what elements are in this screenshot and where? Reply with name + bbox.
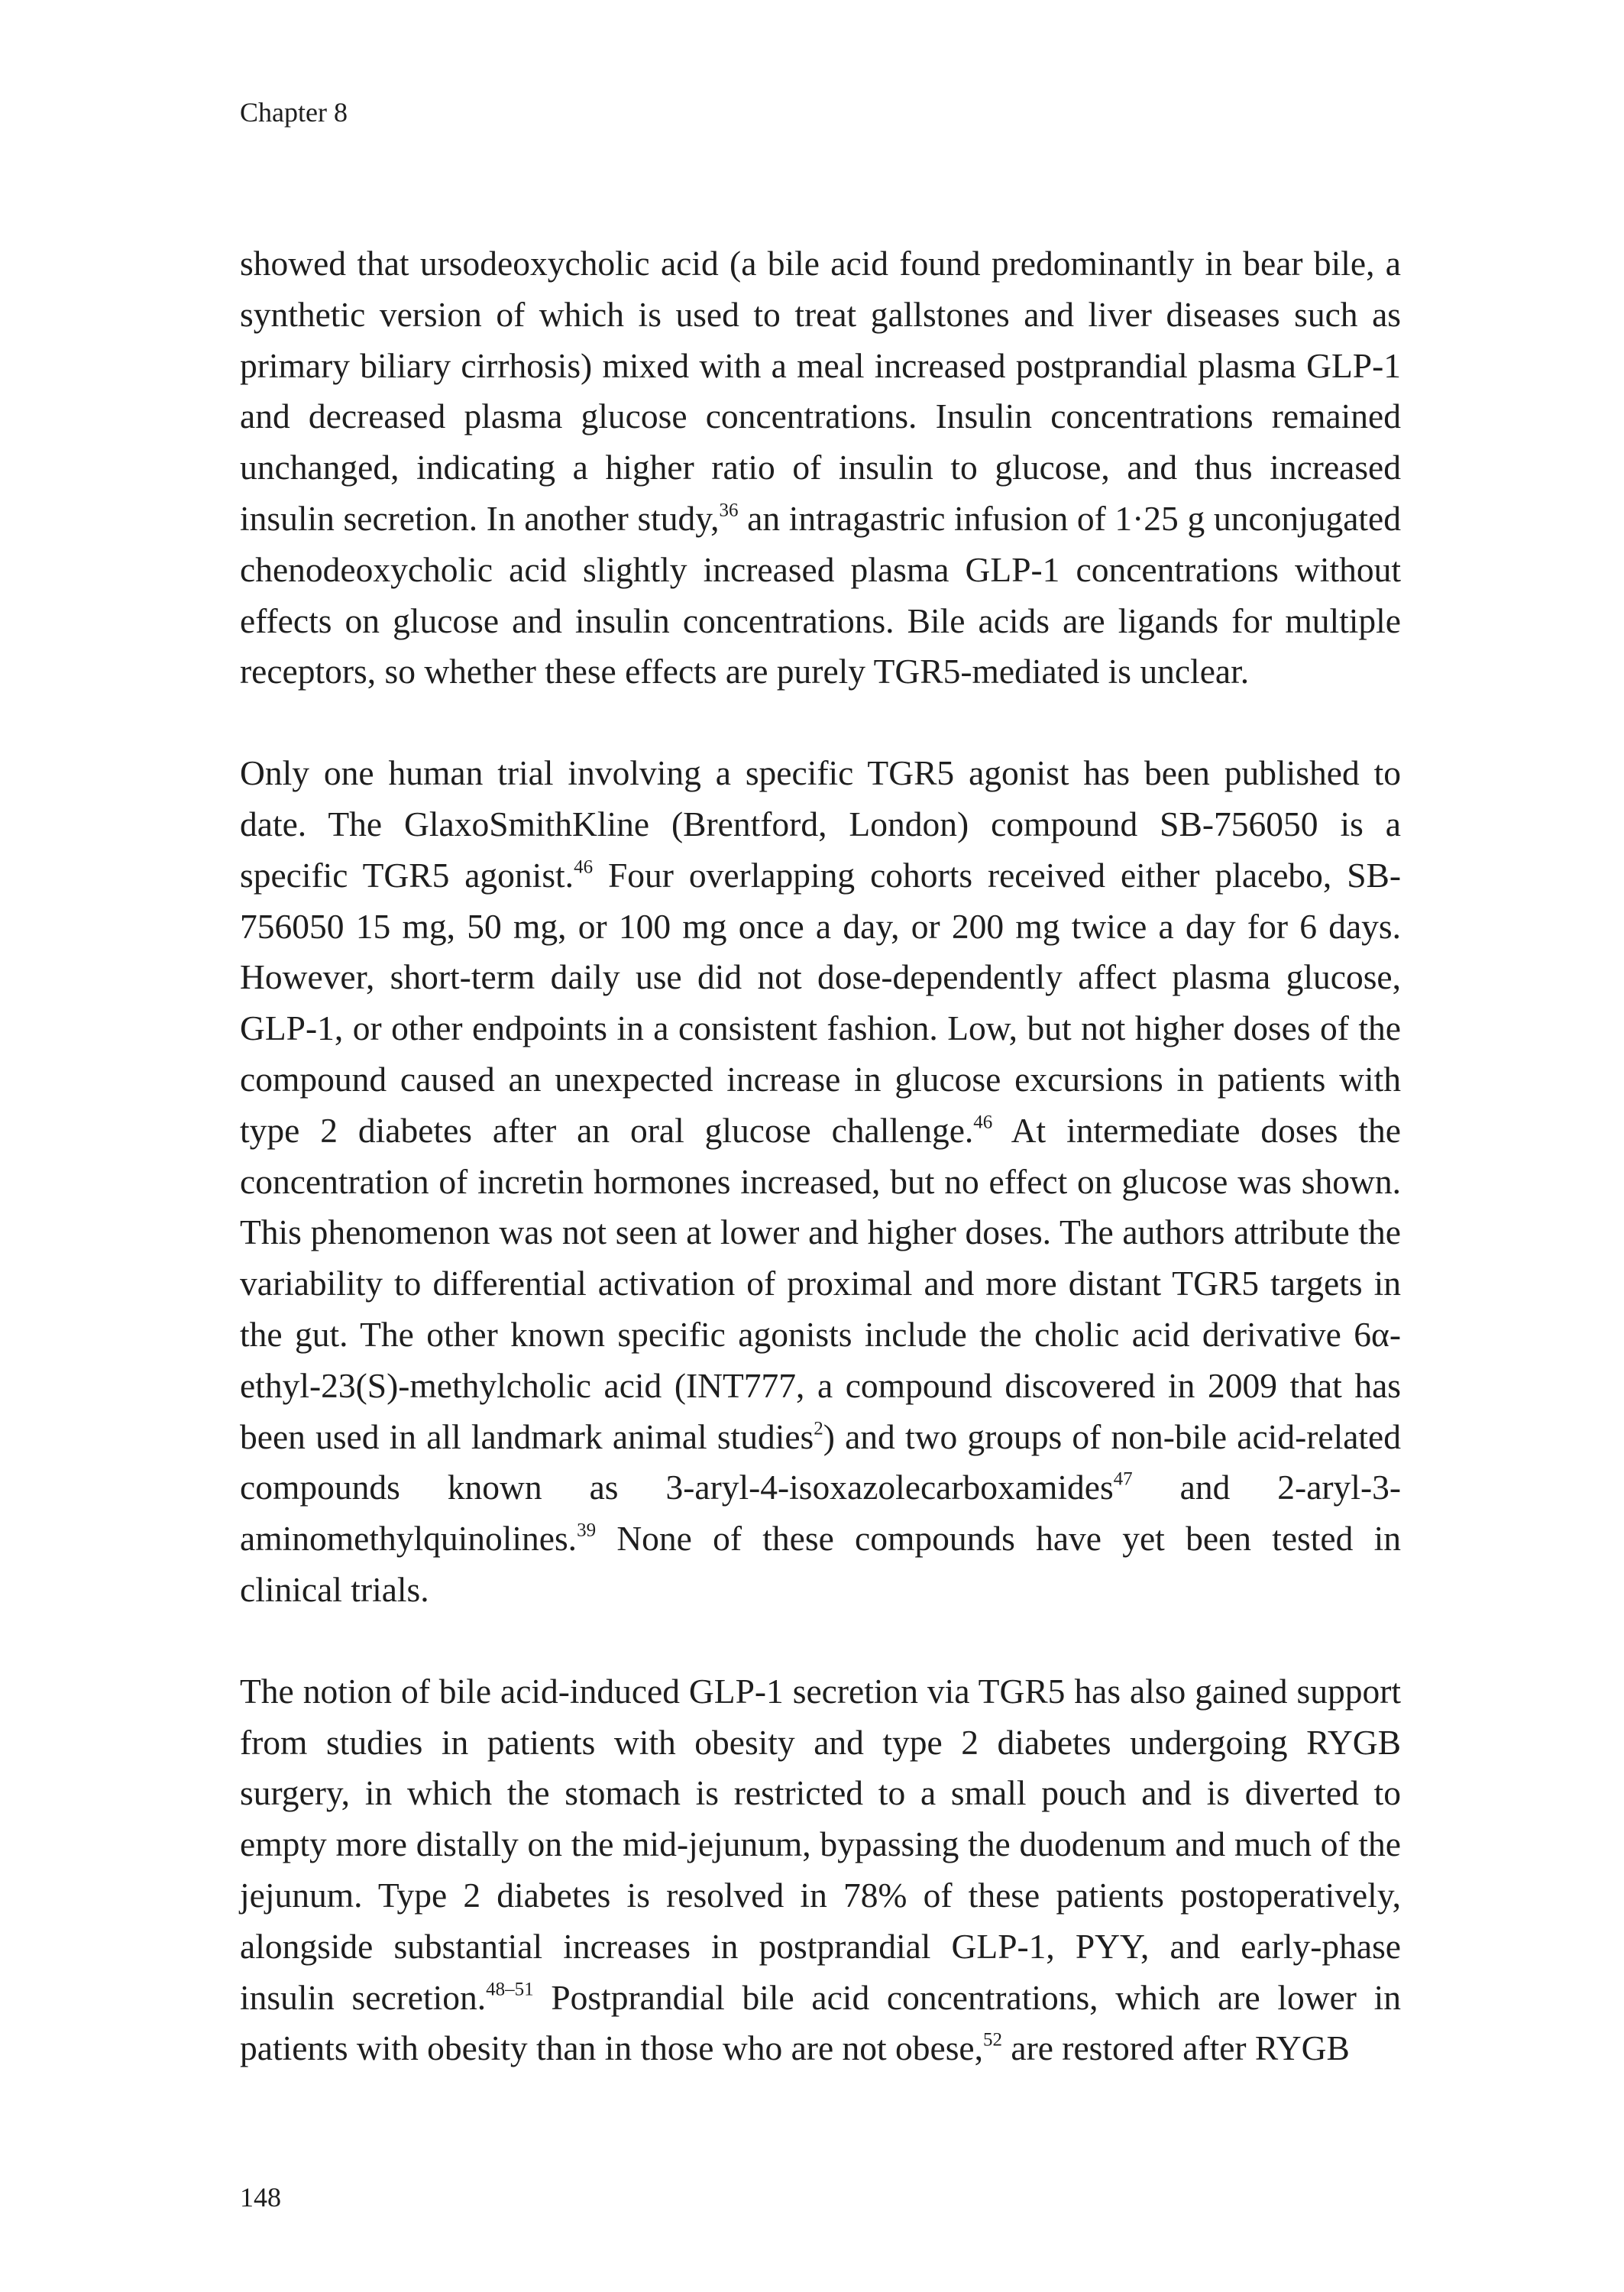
text-run: At intermediate doses the concentration of incretin hormones increased, but no effect on glucose was shown. This phenomenon was not seen at lower and higher doses. The authors attribute the variability to differential activation of proximal and more distant TGR5 targets in the gut. The other known specific agonists include the cholic acid derivative 6α-ethyl-23(S)-methylcholic acid (INT777, a compound discovered in 2009 that has been used in all landmark animal studies bbox=[240, 1110, 1401, 1456]
citation-superscript: 47 bbox=[1113, 1468, 1133, 1490]
text-run: ) and two groups of non-bile acid-related compounds known as 3-aryl-4-isoxazolecarboxamides bbox=[240, 1416, 1401, 1507]
text-run: None of these compounds have yet been tested in clinical trials. bbox=[240, 1519, 1401, 1609]
text-run: Postprandial bile acid concentrations, which are lower in patients with obesity than in those who are not obese, bbox=[240, 1977, 1402, 2068]
text-run: Only one human trial involving a specific TGR5 agonist has been published to date. The GlaxoSmithKline (Brentford, London) compound SB-756050 is a specific TGR5 agonist. bbox=[240, 753, 1401, 895]
text-run: showed that ursodeoxycholic acid (a bile acid found predominantly in bear bile, a synthetic version of which is used to treat gallstones and liver diseases such as primary biliary cirrhosis) mixed with a meal increased postprandial plasma GLP-1 and decreased plasma glucose concentrations. Insulin concentrations remained unchanged, indicating a higher ratio of insulin to glucose, and thus increased insulin secretion. In another study, bbox=[240, 244, 1401, 538]
citation-superscript: 36 bbox=[719, 500, 739, 521]
text-run: Four overlapping cohorts received either placebo, SB-756050 15 mg, 50 mg, or 100 mg once a day, or 200 mg twice a day for 6 days. However, short-term daily use did not dose-dependently affect plasma glucose, GLP-1, or other endpoints in a consistent fashion. Low, but not higher doses of the compound caused an unexpected increase in glucose excursions in patients with type 2 diabetes after an oral glucose challenge. bbox=[240, 855, 1402, 1150]
citation-superscript: 2 bbox=[814, 1417, 823, 1439]
citation-superscript: 46 bbox=[973, 1112, 993, 1132]
paragraph-rygb-surgery bbox=[240, 1666, 1401, 2074]
running-head: Chapter 8 bbox=[240, 97, 348, 128]
text-run: The notion of bile acid-induced GLP-1 secretion via TGR5 has also gained support from studies in patients with obesity and type 2 diabetes undergoing RYGB surgery, in which the stomach is restricted to a small pouch and is diverted to empty more distally on the mid-jejunum, bypassing the duodenum and much of the jejunum. Type 2 diabetes is resolved in 78% of these patients postoperatively, alongside substantial increases in postprandial GLP-1, PYY, and early-phase insulin secretion. bbox=[240, 1671, 1401, 2017]
paragraph-ursodeoxycholic-acid bbox=[240, 238, 1401, 698]
body-text bbox=[240, 238, 1401, 2125]
citation-superscript: 39 bbox=[577, 1520, 597, 1541]
page-number: 148 bbox=[240, 2182, 281, 2213]
citation-superscript: 46 bbox=[574, 856, 594, 878]
text-run: and 2-aryl-3-aminomethylquinolines. bbox=[240, 1468, 1402, 1559]
paragraph-tgr5-agonist-trial bbox=[240, 748, 1401, 1616]
text-run: are restored after RYGB bbox=[1002, 2028, 1350, 2068]
citation-superscript: 52 bbox=[983, 2029, 1003, 2051]
citation-superscript: 48–51 bbox=[486, 1978, 534, 1999]
text-run: an intragastric infusion of 1·25 g unconjugated chenodeoxycholic acid slightly increased plasma GLP-1 concentrations without effects on glucose and insulin concentrations. Bile acids are ligands for multiple receptors, so whether these effects are purely TGR5-mediated is unclear. bbox=[240, 498, 1401, 691]
